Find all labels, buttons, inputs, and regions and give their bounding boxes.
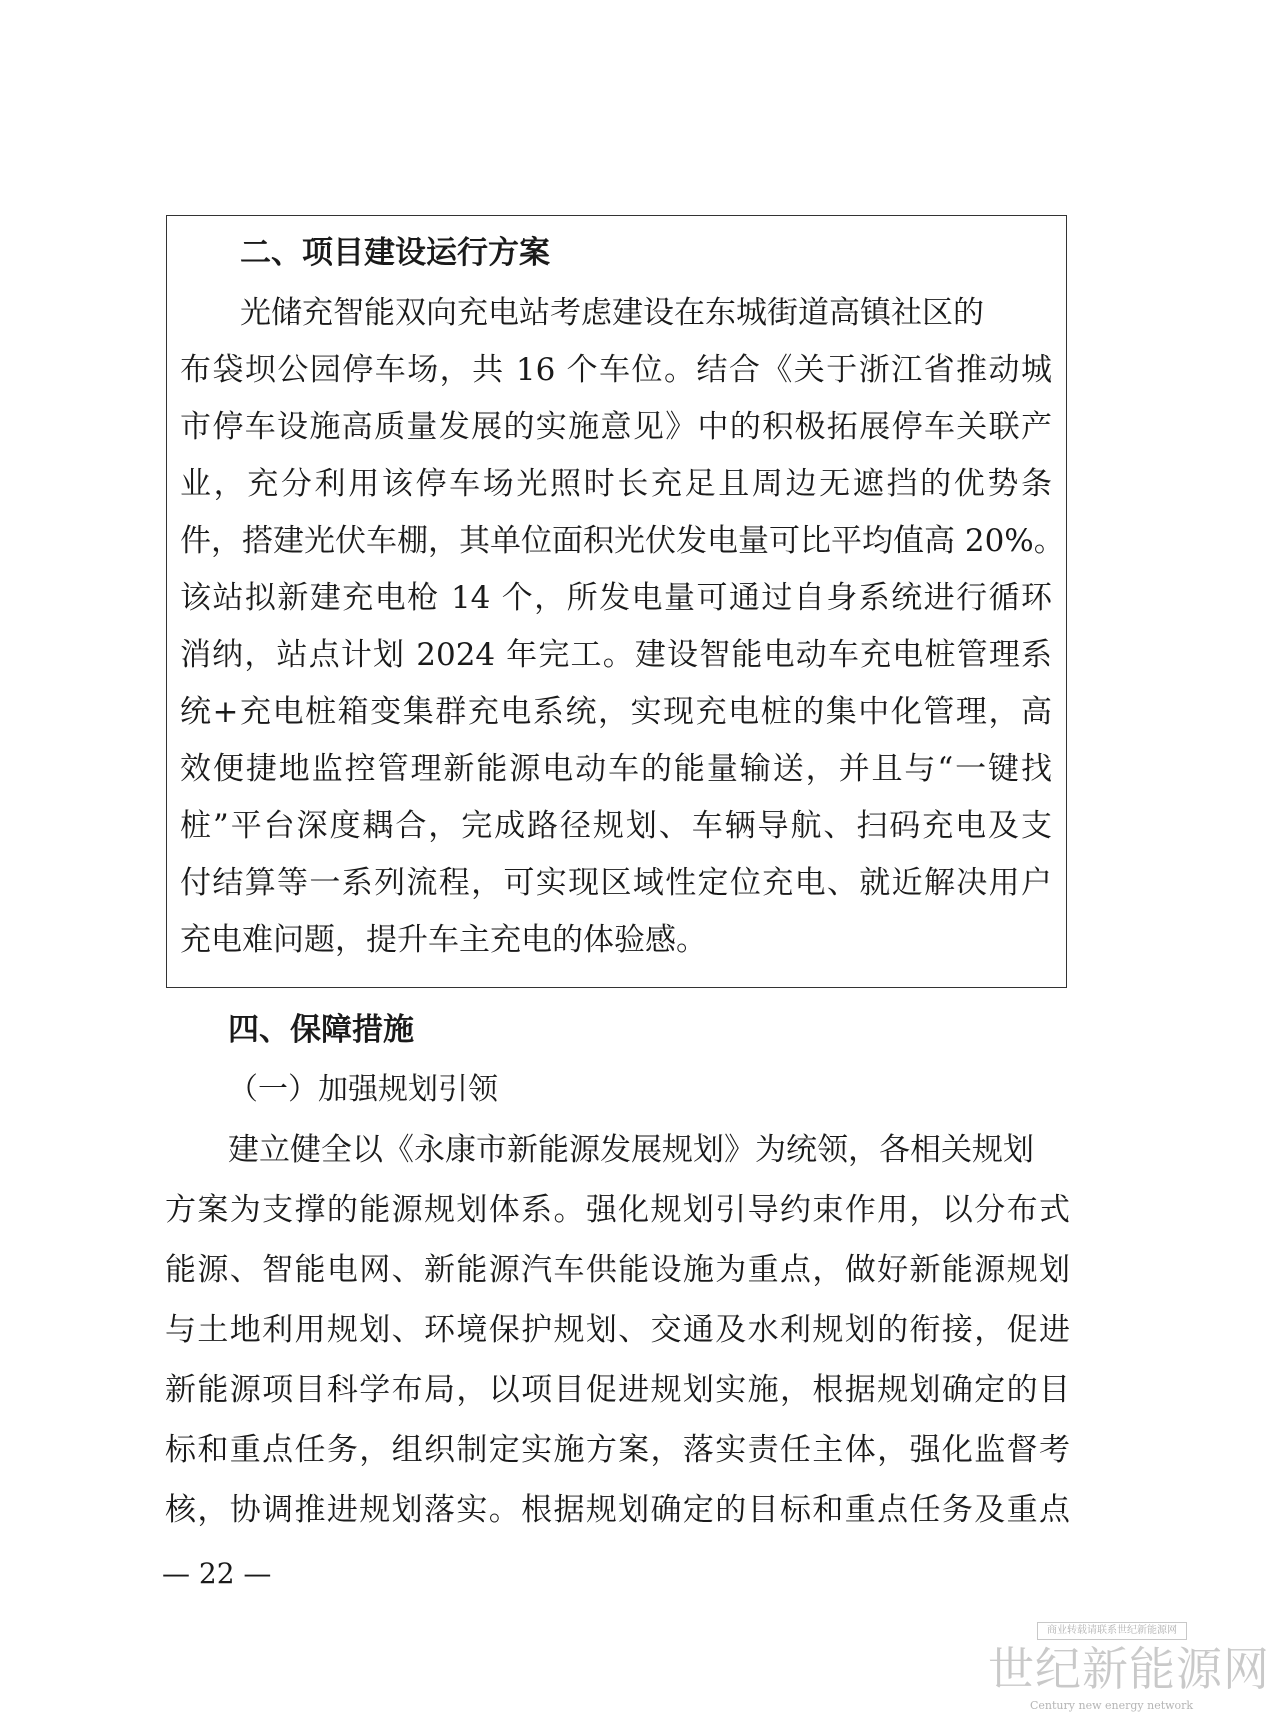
box-paragraph-line: 件，搭建光伏车棚，其单位面积光伏发电量可比平均值高 20%。 bbox=[180, 523, 1065, 559]
section-paragraph-line: 新能源项目科学布局，以项目促进规划实施，根据规划确定的目 bbox=[165, 1372, 1070, 1408]
box-paragraph-line: 该站拟新建充电枪 14 个，所发电量可通过自身系统进行循环 bbox=[180, 580, 1052, 616]
box-paragraph-line: 业，充分利用该停车场光照时长充足且周边无遮挡的优势条 bbox=[180, 466, 1052, 502]
box-paragraph-line: 统+充电桩箱变集群充电系统，实现充电桩的集中化管理，高 bbox=[180, 694, 1052, 730]
section-subheading: （一）加强规划引领 bbox=[228, 1072, 498, 1107]
section-paragraph-line: 能源、智能电网、新能源汽车供能设施为重点，做好新能源规划 bbox=[165, 1252, 1070, 1288]
section-paragraph-line: 核，协调推进规划落实。根据规划确定的目标和重点任务及重点 bbox=[165, 1492, 1070, 1528]
box-paragraph-line: 效便捷地监控管理新能源电动车的能量输送，并且与“一键找 bbox=[180, 751, 1052, 787]
box-paragraph-line: 布袋坝公园停车场，共 16 个车位。结合《关于浙江省推动城 bbox=[180, 352, 1052, 388]
box-heading: 二、项目建设运行方案 bbox=[240, 235, 550, 271]
box-paragraph-line: 充电难问题，提升车主充电的体验感。 bbox=[180, 922, 707, 958]
box-paragraph-line: 市停车设施高质量发展的实施意见》中的积极拓展停车关联产 bbox=[180, 409, 1052, 445]
section-paragraph-line: 方案为支撑的能源规划体系。强化规划引导约束作用，以分布式 bbox=[165, 1192, 1070, 1228]
box-paragraph-line: 光储充智能双向充电站考虑建设在东城街道高镇社区的 bbox=[240, 295, 984, 331]
box-paragraph-line: 付结算等一系列流程，可实现区域性定位充电、就近解决用户 bbox=[180, 865, 1052, 901]
section-paragraph-line: 标和重点任务，组织制定实施方案，落实责任主体，强化监督考 bbox=[165, 1432, 1070, 1468]
section-heading: 四、保障措施 bbox=[228, 1012, 414, 1048]
watermark-logo: 世纪新能源网 bbox=[988, 1642, 1270, 1696]
page-number: — 22 — bbox=[162, 1557, 272, 1590]
watermark-notice: 商业转载请联系世纪新能源网 bbox=[1037, 1622, 1187, 1640]
box-paragraph-line: 消纳，站点计划 2024 年完工。建设智能电动车充电桩管理系 bbox=[180, 637, 1052, 673]
section-paragraph-line: 与土地利用规划、环境保护规划、交通及水利规划的衔接，促进 bbox=[165, 1312, 1070, 1348]
section-paragraph-line: 建立健全以《永康市新能源发展规划》为统领，各相关规划 bbox=[228, 1132, 1034, 1168]
box-paragraph-line: 桩”平台深度耦合，完成路径规划、车辆导航、扫码充电及支 bbox=[180, 808, 1052, 844]
watermark-english: Century new energy network bbox=[1030, 1699, 1194, 1712]
